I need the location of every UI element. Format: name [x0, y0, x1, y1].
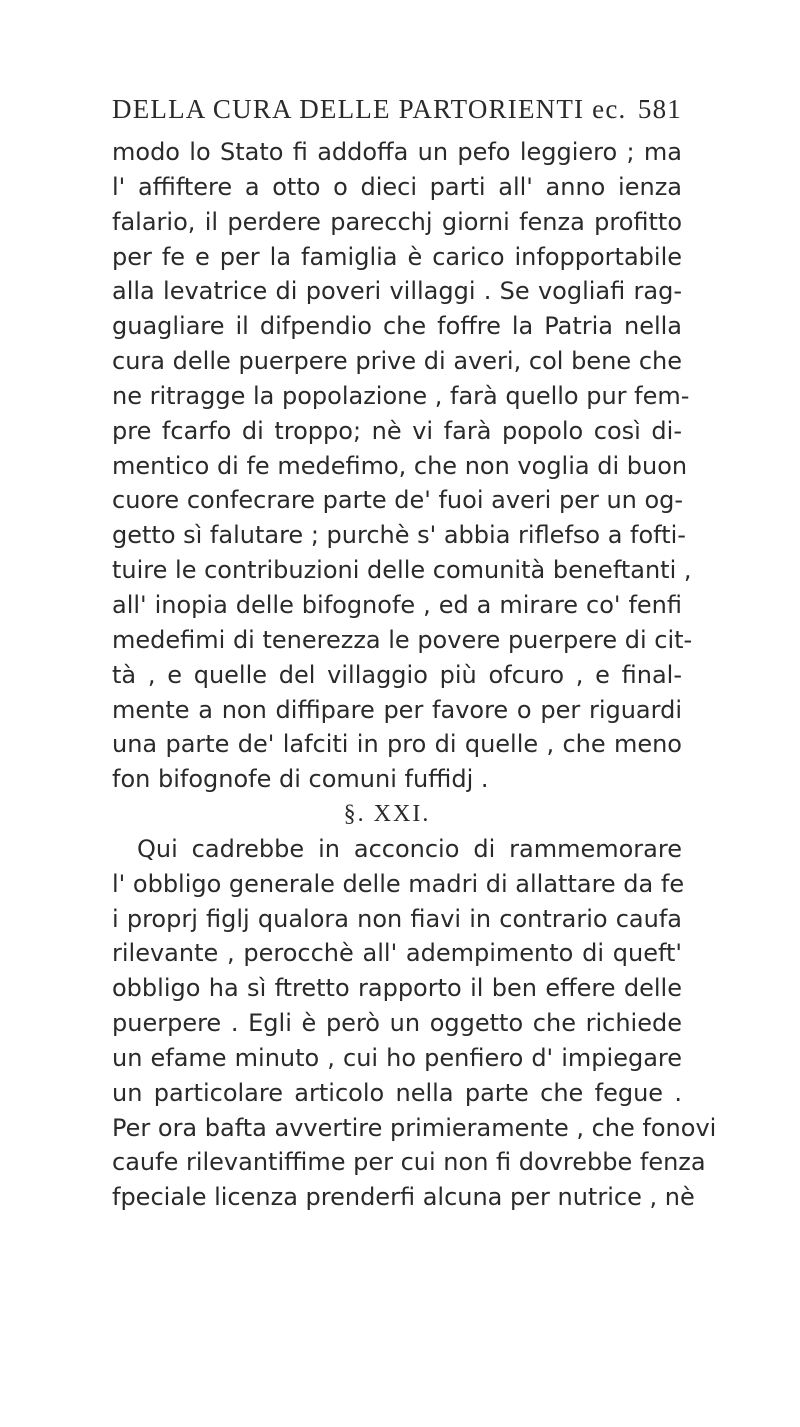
running-head-title: DELLA CURA DELLE PARTORIENTI ec.: [112, 94, 627, 124]
body-text: [112, 135, 717, 1215]
text-line: modo lo Stato fi addoffa un pefo leggiero ; ma: [112, 138, 682, 166]
text-line: obbligo ha sì ftretto rapporto il ben effere delle: [112, 974, 682, 1003]
text-line: un efame minuto , cui ho penfiero d' impiegare: [112, 1043, 682, 1072]
text-line: tà , e quelle del villaggio più ofcuro , e final-: [112, 660, 682, 689]
text-line: Qui cadrebbe in acconcio di rammemorare: [137, 834, 682, 863]
section-heading: §. XXI.: [343, 801, 431, 828]
text-line: pre fcarfo di troppo; nè vi farà popolo così di-: [112, 416, 682, 445]
paragraph-1: [112, 135, 693, 797]
paragraph-2: [112, 832, 717, 1215]
text-line: fon bifognofe di comuni fuffidj .: [112, 765, 489, 794]
text-line: l' obbligo generale delle madri di allattare da fe: [112, 869, 685, 898]
text-line: fpeciale licenza prenderfi alcuna per nutrice , nè: [112, 1183, 695, 1212]
text-line: un particolare articolo nella parte che fegue .: [112, 1078, 682, 1107]
text-line: per fe e per la famiglia è carico infopportabile: [112, 242, 682, 271]
text-line: guagliare il difpendio che foffre la Patria nella: [112, 312, 682, 341]
text-line: mente a non diffipare per favore o per riguardi: [112, 695, 682, 724]
text-line: i proprj figlj qualora non fiavi in contrario caufa: [112, 904, 682, 933]
text-line: una parte de' lafciti in pro di quelle , che meno: [112, 730, 682, 759]
text-line: caufe rilevantiffime per cui non fi dovrebbe fenza: [112, 1148, 706, 1177]
text-line: getto sì falutare ; purchè s' abbia riflefso a fofti-: [112, 521, 686, 550]
text-line: Per ora bafta avvertire primieramente , che fonovi: [112, 1113, 717, 1142]
text-line: puerpere . Egli è però un oggetto che richiede: [112, 1009, 682, 1038]
text-line: cura delle puerpere prive di averi, col bene che: [112, 347, 682, 376]
text-line: rilevante , perocchè all' adempimento di queft': [112, 939, 682, 968]
text-line: falario, il perdere parecchj giorni fenza profitto: [112, 207, 682, 236]
text-line: medefimi di tenerezza le povere puerpere di cit-: [112, 625, 693, 654]
text-line: tuire le contribuzioni delle comunità beneftanti ,: [112, 556, 692, 585]
text-line: cuore confecrare parte de' fuoi averi per un og-: [112, 486, 684, 515]
page-number: 581: [637, 94, 682, 124]
text-line: mentico di fe medefimo, che non voglia di buon: [112, 451, 688, 480]
text-line: all' inopia delle bifognofe , ed a mirare co' fenfi: [112, 590, 682, 619]
text-line: l' affiftere a otto o dieci parti all' anno ienza: [112, 172, 682, 201]
running-head: [112, 94, 682, 134]
text-line: ne ritragge la popolazione , farà quello pur fem-: [112, 381, 690, 410]
text-line: alla levatrice di poveri villaggi . Se vogliafi rag-: [112, 277, 682, 306]
